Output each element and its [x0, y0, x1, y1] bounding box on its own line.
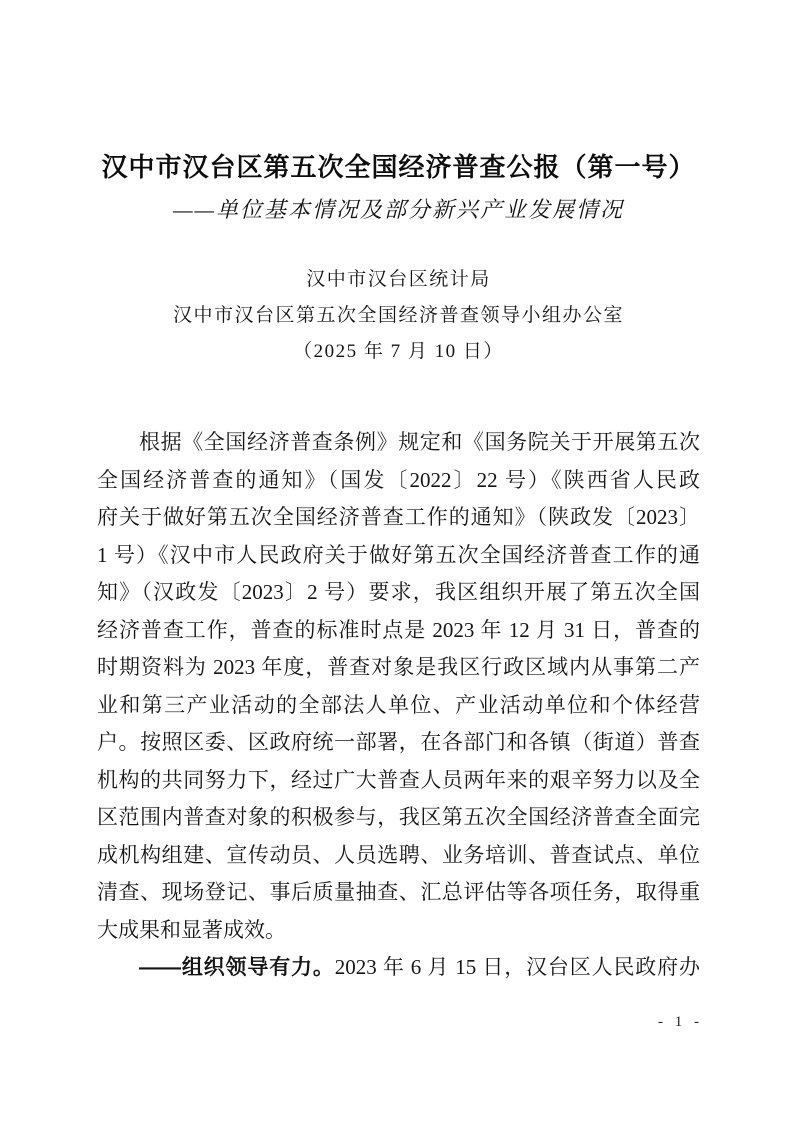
paragraph2-line — [97, 949, 700, 987]
document-date-line: （2025 年 7 月 10 日） — [293, 341, 504, 362]
paragraph1-line: 机构的共同努力下，经过广大普查人员两年来的艰辛努力以及全 — [97, 767, 700, 792]
page-number: - 1 - — [658, 1014, 700, 1030]
paragraph1-line: 经济普查工作，普查的标准时点是 2023 年 12 月 31 日，普查的 — [97, 617, 700, 642]
paragraph1-line: 业和第三产业活动的全部法人单位、产业活动单位和个体经营 — [97, 692, 700, 717]
issuer-line-statistics-bureau: 汉中市汉台区统计局 — [306, 269, 491, 290]
paragraph1-line: 清查、现场登记、事后质量抽查、汇总评估等各项任务，取得重 — [97, 880, 700, 904]
paragraph1-line: 1 号）《汉中市人民政府关于做好第五次全国经济普查工作的通 — [97, 542, 700, 567]
document-body — [97, 424, 700, 987]
paragraph1-line: 府关于做好第五次全国经济普查工作的通知》（陕政发〔2023〕 — [97, 505, 700, 529]
paragraph2-rest: 2023 年 6 月 15 日，汉台区人民政府办 — [334, 955, 700, 979]
document-subtitle: ——单位基本情况及部分新兴产业发展情况 — [172, 197, 625, 222]
issuer-block — [97, 262, 700, 370]
paragraph1-line: 成机构组建、宣传动员、人员选聘、业务培训、普查试点、单位 — [97, 842, 700, 867]
paragraph1-line: 根据《全国经济普查条例》规定和《国务院关于开展第五次 — [139, 430, 700, 454]
document-title: 汉中市汉台区第五次全国经济普查公报（第一号） — [101, 152, 696, 182]
issuer-line-census-office: 汉中市汉台区第五次全国经济普查领导小组办公室 — [172, 305, 624, 326]
paragraph1-line: 大成果和显著成效。 — [97, 917, 286, 942]
paragraph1-line: 区范围内普查对象的积极参与，我区第五次全国经济普查全面完 — [97, 805, 700, 829]
paragraph2-lead: ——组织领导有力。 — [139, 956, 335, 979]
paragraph1-line: 时期资料为 2023 年度，普查对象是我区行政区域内从事第二产 — [97, 655, 700, 679]
paragraph1-line: 户。按照区委、区政府统一部署，在各部门和各镇（街道）普查 — [97, 730, 700, 754]
paragraph1-line: 知》（汉政发〔2023〕2 号）要求，我区组织开展了第五次全国 — [97, 580, 700, 604]
paragraph1-line: 全国经济普查的通知》（国发〔2022〕22 号）《陕西省人民政 — [97, 467, 700, 492]
